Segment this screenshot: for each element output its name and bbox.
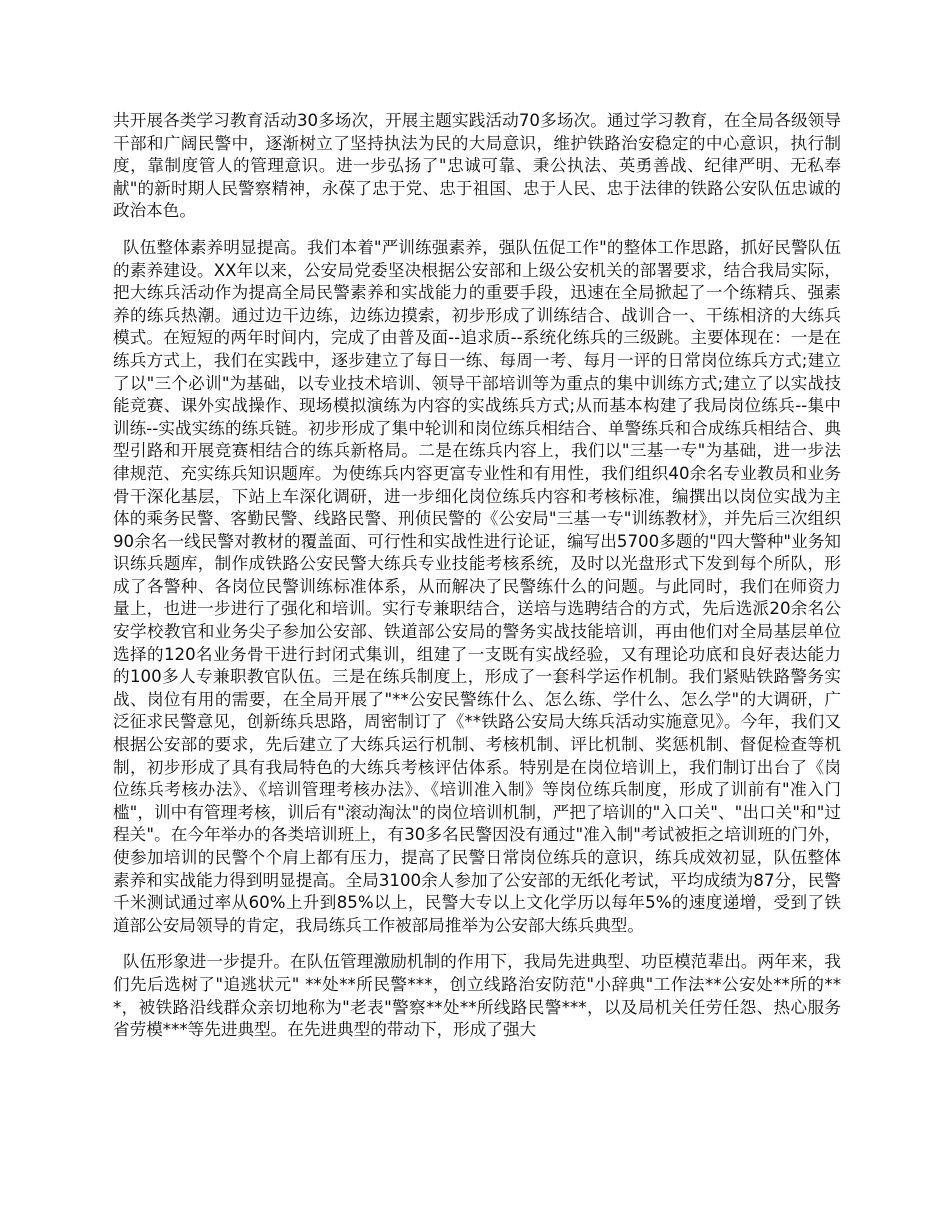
paragraph-study-education: 共开展各类学习教育活动30多场次，开展主题实践活动70多场次。通过学习教育，在全局各级领导干部和广阔民警中，逐渐树立了坚持执法为民的大局意识，维护铁路治安稳定的中心意识，执行制度，靠制度管人的管理意识。进一步弘扬了"忠诚可靠、秉公执法、英勇善战、纪律严明、无私奉献"的新时期人民警察精神，永葆了忠于党、忠于祖国、忠于人民、忠于法律的铁路公安队伍忠诚的政治本色。 — [113, 111, 841, 221]
paragraph-team-quality: 队伍整体素养明显提高。我们本着"严训练强素养，强队伍促工作"的整体工作思路，抓好民警队伍的素养建设。XX年以来，公安局党委坚决根据公安部和上级公安机关的部署要求，结合我局实际，把大练兵活动作为提高全局民警素养和实战能力的重要手段，迅速在全局掀起了一个练精兵、强素养的练兵热潮。通过边干边练，边练边摸索，初步形成了训练结合、战训合一、干练相济的大练兵模式。在短短的两年时间内，完成了由普及面--追求质--系统化练兵的三级跳。主要体现在：一是在练兵方式上，我们在实践中，逐步建立了每日一练、每周一考、每月一评的日常岗位练兵方式;建立了以"三个必训"为基础，以专业技术培训、领导干部培训等为重点的集中训练方式;建立了以实战技能竞赛、课外实战操作、现场模拟演练为内容的实战练兵方式;从而基本构建了我局岗位练兵--集中训练--实战实练的练兵链。初步形成了集中轮训和岗位练兵相结合、单警练兵和合成练兵相结合、典型引路和开展竞赛相结合的练兵新格局。二是在练兵内容上，我们以"三基一专"为基础，进一步法律规范、充实练兵知识题库。为使练兵内容更富专业性和有用性，我们组织40余名专业教员和业务骨干深化基层，下站上车深化调研，进一步细化岗位练兵内容和考核标准，编撰出以岗位实战为主体的乘务民警、客勤民警、线路民警、刑侦民警的《公安局"三基一专"训练教材》，并先后三次组织90余名一线民警对教材的覆盖面、可行性和实战性进行论证，编写出5700多题的"四大警种"业务知识练兵题库，制作成铁路公安民警大练兵专业技能考核系统，及时以光盘形式下发到每个所队，形成了各警种、各岗位民警训练标准体系，从而解决了民警练什么的问题。与此同时，我们在师资力量上，也进一步进行了强化和培训。实行专兼职结合，送培与选聘结合的方式，先后选派20余名公安学校教官和业务尖子参加公安部、铁道部公安局的警务实战技能培训，再由他们对全局基层单位选择的120名业务骨干进行封闭式集训，组建了一支既有实战经验，又有理论功底和良好表达能力的100多人专兼职教官队伍。三是在练兵制度上，形成了一套科学运作机制。我们紧贴铁路警务实战、岗位有用的需要，在全局开展了"**公安民警练什么、怎么练、学什么、怎么学"的大调研，广泛征求民警意见，创新练兵思路，周密制订了《**铁路公安局大练兵活动实施意见》。今年，我们又根据公安部的要求，先后建立了大练兵运行机制、考核机制、评比机制、奖惩机制、督促检查等机制，初步形成了具有我局特色的大练兵考核评估体系。特别是在岗位培训上，我们制订出台了《岗位练兵考核办法》、《培训管理考核办法》、《培训准入制》等岗位练兵制度，形成了训前有"准入门槛"，训中有管理考核，训后有"滚动淘汰"的岗位培训机制，严把了培训的"入口关"、"出口关"和"过程关"。在今年举办的各类培训班上，有30多名民警因没有通过"准入制"考试被拒之培训班的门外，使参加培训的民警个个肩上都有压力，提高了民警日常岗位练兵的意识，练兵成效初显，队伍整体素养和实战能力得到明显提高。全局3100余人参加了公安部的无纸化考试，平均成绩为87分，民警千米测试通过率从60%上升到85%以上，民警大专以上文化学历以每年5%的速度递增，受到了铁道部公安局领导的肯定，我局练兵工作被部局推举为公安部大练兵典型。 — [113, 237, 841, 935]
paragraph-team-image: 队伍形象进一步提升。在队伍管理激励机制的作用下，我局先进典型、功臣模范辈出。两年来，我们先后选树了"追逃状元" **处**所民警***，创立线路治安防范"小辞典"工作法**公安处**所的***，被铁路沿线群众亲切地称为"老表"警察**处**所线路民警***，以及局机关任劳任怨、热心服务省劳模***等先进典型。在先进典型的带动下，形成了强大 — [113, 952, 841, 1040]
document-page — [113, 110, 841, 1056]
